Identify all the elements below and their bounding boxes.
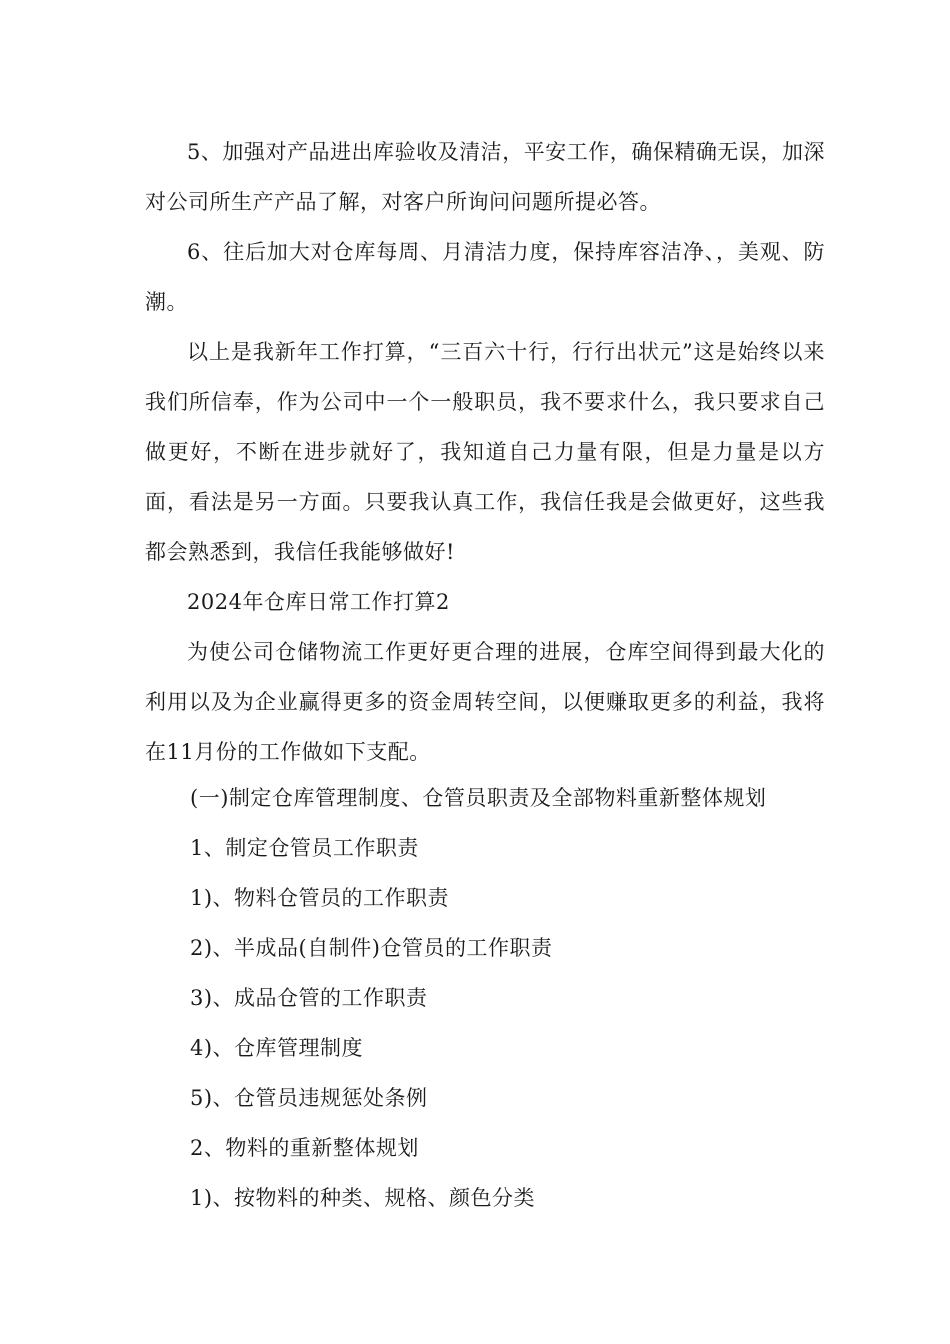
list-item: 2、物料的重新整体规划 <box>190 1136 419 1160</box>
list-item: 2)、半成品(自制件)仓管员的工作职责 <box>190 936 553 960</box>
list-item: 5)、仓管员违规惩处条例 <box>190 1086 428 1110</box>
heading-one: (一)制定仓库管理制度、仓管员职责及全部物料重新整体规划 <box>190 786 767 810</box>
list-item: 1、制定仓管员工作职责 <box>190 836 419 860</box>
paragraph-conclusion: 以上是我新年工作打算，“三百六十行，行行出状元”这是始终以来我们所信奉，作为公司中一个一般职员，我不要求什么，我只要求自己做更好，不断在进步就好了，我知道自己力量有限，但是力量是以方面，看法是另一方面。只要我认真工作，我信任我是会做更好，这些我都会熟悉到，我信任我能够做好! <box>145 340 825 564</box>
list-item: 1)、物料仓管员的工作职责 <box>190 886 450 910</box>
list-item: 4)、仓库管理制度 <box>190 1036 364 1060</box>
paragraph-intro: 为使公司仓储物流工作更好更合理的进展，仓库空间得到最大化的利用以及为企业赢得更多的资金周转空间，以便赚取更多的利益，我将在11月份的工作做如下支配。 <box>145 640 825 764</box>
list-item: 3)、成品仓管的工作职责 <box>190 986 428 1010</box>
section-title: 2024年仓库日常工作打算2 <box>187 590 450 614</box>
list-item: 1)、按物料的种类、规格、颜色分类 <box>190 1186 536 1210</box>
paragraph-item-6: 6、往后加大对仓库每周、月清洁力度，保持库容洁净、，美观、防潮。 <box>145 240 825 314</box>
paragraph-item-5: 5、加强对产品进出库验收及清洁，平安工作，确保精确无误，加深对公司所生产产品了解，对客户所询问问题所提必答。 <box>145 140 825 214</box>
